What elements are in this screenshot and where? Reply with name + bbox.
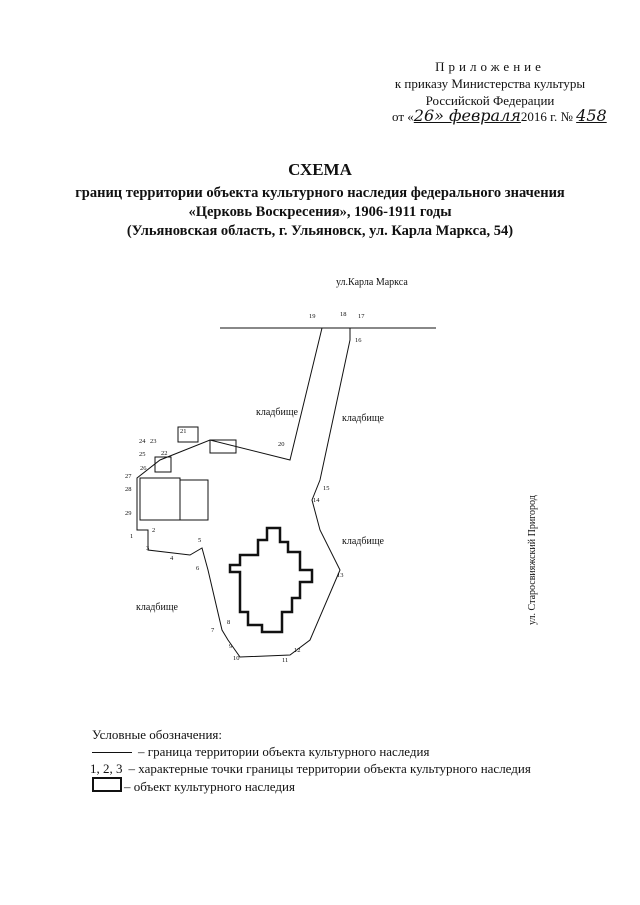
point-label: 22 xyxy=(161,450,168,457)
heading-title: СХЕМА xyxy=(288,160,352,179)
appendix-title: Приложение xyxy=(435,59,545,74)
point-label: 9 xyxy=(229,643,233,650)
cemetery-label: кладбище xyxy=(256,407,298,418)
heading-line-3: (Ульяновская область, г. Ульяновск, ул. Карла Маркса, 54) xyxy=(126,223,514,239)
street-top-label: ул.Карла Маркса xyxy=(336,277,408,288)
point-label: 12 xyxy=(294,647,301,654)
point-label: 8 xyxy=(227,619,231,626)
point-label: 7 xyxy=(211,627,215,634)
church-object-outline xyxy=(230,528,312,632)
point-label: 10 xyxy=(233,655,240,662)
appendix-line-2: Российской Федерации xyxy=(425,93,555,108)
heading-line-2: «Церковь Воскресения», 1906-1911 годы xyxy=(188,204,452,220)
point-label: 13 xyxy=(337,572,344,579)
building-outline xyxy=(180,480,208,520)
point-label: 28 xyxy=(125,486,132,493)
heading-line-1: границ территории объекта культурного наследия федерального значения xyxy=(75,185,565,201)
street-side-label: ул. Старосвияжский Пригород xyxy=(527,495,538,625)
legend-points-text: – характерные точки границы территории объекта культурного наследия xyxy=(128,761,531,776)
appendix-line-1: к приказу Министерства культуры xyxy=(394,76,586,91)
point-label: 1 xyxy=(130,533,134,540)
point-label: 5 xyxy=(198,537,202,544)
point-label: 29 xyxy=(125,510,132,517)
point-label: 25 xyxy=(139,451,146,458)
legend-row-points xyxy=(90,760,531,777)
point-label: 21 xyxy=(180,428,187,435)
building-outline xyxy=(210,440,236,453)
order-prefix: от « xyxy=(392,109,414,124)
point-label: 4 xyxy=(170,555,174,562)
order-year: 2016 г. № xyxy=(520,109,573,124)
order-number-handwritten: 458 xyxy=(576,106,607,125)
point-label: 24 xyxy=(139,438,146,445)
point-label: 6 xyxy=(196,565,200,572)
legend-title: Условные обозначения: xyxy=(92,727,223,742)
point-label: 11 xyxy=(282,657,289,664)
point-label: 17 xyxy=(358,313,365,320)
point-label: 16 xyxy=(355,337,362,344)
point-label: 18 xyxy=(340,311,347,318)
legend-row-object xyxy=(92,777,531,795)
point-label: 2 xyxy=(152,527,156,534)
building-outline xyxy=(140,478,180,520)
point-label: 19 xyxy=(309,313,316,320)
point-label: 20 xyxy=(278,441,285,448)
point-label: 14 xyxy=(313,497,320,504)
point-label: 3 xyxy=(146,545,150,552)
point-label: 15 xyxy=(323,485,330,492)
point-label: 26 xyxy=(140,465,147,472)
cemetery-label: кладбище xyxy=(136,602,178,613)
order-date-handwritten: 26» февраля xyxy=(413,106,521,125)
object-sample-box xyxy=(92,777,122,792)
cemetery-label: кладбище xyxy=(342,536,384,547)
points-sample: 1, 2, 3 xyxy=(90,761,123,776)
cemetery-label: кладбище xyxy=(342,413,384,424)
boundary-sample-line xyxy=(92,752,132,753)
legend-boundary-text: – граница территории объекта культурного наследия xyxy=(138,744,430,759)
legend-object-text: – объект культурного наследия xyxy=(124,779,295,794)
point-label: 23 xyxy=(150,438,157,445)
legend-row-boundary xyxy=(92,743,531,760)
legend xyxy=(92,726,531,795)
point-label: 27 xyxy=(125,473,132,480)
